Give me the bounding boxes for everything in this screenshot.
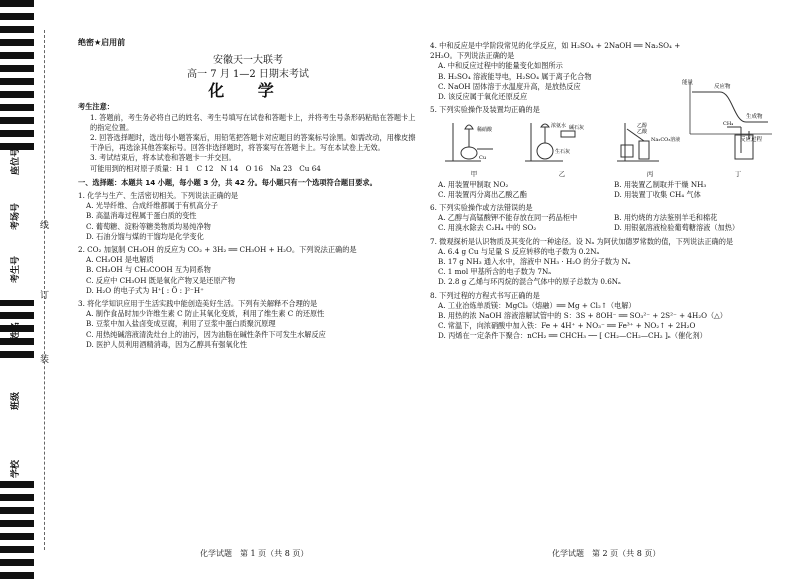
question-stem: 2. CO₂ 加氢制 CH₃OH 的反应为 CO₂ + 3H₂ ══ CH₃OH + H₂O。下列说法正确的是 bbox=[78, 245, 357, 255]
label-class: 班级 bbox=[11, 391, 21, 410]
note-3: 3. 考试结束后，将本试卷和答题卡一并交回。 bbox=[90, 153, 236, 163]
option: B. H₂SO₄ 溶液能导电，H₂SO₄ 属于离子化合物 bbox=[438, 71, 592, 81]
label-name: 姓名 bbox=[11, 321, 21, 340]
option: C. 用热纯碱溶液清洗灶台上的油污，因为油脂在碱性条件下可发生水解反应 bbox=[86, 329, 326, 339]
option: A. 工业冶炼单质镁：MgCl₂（熔融）══ Mg + Cl₂↑（电解） bbox=[438, 300, 636, 310]
question-stem: 6. 下列实验操作或方法错误的是 bbox=[430, 203, 533, 213]
tag: 乙酸 bbox=[637, 129, 648, 136]
y-label: 能量 bbox=[682, 80, 694, 86]
question-stem: 1. 化学与生产、生活密切相关。下列说法正确的是 bbox=[78, 191, 239, 201]
option: B. 豆浆中加入盐卤变成豆腐，利用了豆浆中蛋白质聚沉原理 bbox=[86, 319, 276, 329]
tag: CH₄ bbox=[723, 121, 734, 128]
option: A. 中和反应过程中的能量变化如图所示 bbox=[438, 61, 563, 71]
tag: Cu bbox=[479, 155, 487, 162]
exam-name: 高一 7 月 1—2 日期末考试 bbox=[187, 69, 309, 81]
tag: 稀硝酸 bbox=[477, 127, 493, 134]
cut-mark-zhuang: 装 bbox=[40, 355, 50, 365]
option: B. 高温消毒过程属于蛋白质的变性 bbox=[86, 211, 197, 221]
question-stem: 4. 中和反应是中学阶段常见的化学反应，如 H₂SO₄ + 2NaOH ══ Na₂SO₄ + 2H₂O。下列说法正确的是 bbox=[430, 41, 681, 61]
option: B. CH₃OH 与 CH₃COOH 互为同系物 bbox=[86, 265, 211, 275]
question-stem: 7. 微观探析是认识物质及其变化的一种途径。设 Nₐ 为阿伏加德罗常数的值，下列说法正确的是 bbox=[430, 236, 734, 246]
cut-mark-ding: 订 bbox=[40, 291, 50, 301]
tag: 生石灰 bbox=[555, 149, 571, 156]
question-stem: 8. 下列过程的方程式书写正确的是 bbox=[430, 290, 540, 300]
page-1-footer: 化学试题 第 1 页（共 8 页） bbox=[200, 549, 309, 558]
option: D. 丙烯在一定条件下聚合：nCH₂ ══ CHCH₃ ── [ CH₂—CH₂—CH₂ ]ₙ（催化剂） bbox=[438, 331, 707, 341]
secret-mark: 绝密★启用前 bbox=[78, 38, 126, 47]
question-stem: 5. 下列实验操作及装置均正确的是 bbox=[430, 105, 540, 115]
apparatus-yi bbox=[523, 119, 593, 165]
option: B. 用装置乙制取并干燥 NH₃ bbox=[614, 179, 707, 189]
x-label: 反应过程 bbox=[740, 137, 763, 142]
option: B. 用热的浓 NaOH 溶液溶解试管中的 S：3S + 8OH⁻ ══ SO₃²⁻ + 2S²⁻ + 4H₂O（△） bbox=[438, 311, 727, 321]
option: D. H₂O 的电子式为 H⁺[ : Ö : ]²⁻H⁺ bbox=[86, 285, 204, 295]
apparatus-captions bbox=[430, 169, 782, 179]
question-6 bbox=[430, 203, 782, 234]
question-3 bbox=[78, 299, 418, 350]
option: D. 该反应属于氧化还原反应 bbox=[438, 92, 528, 102]
tag: 浓氨水 bbox=[551, 123, 567, 130]
option: A. 6.4 g Cu 与足量 S 反应转移的电子数为 0.2Nₐ bbox=[438, 246, 600, 256]
option: D. 医护人员利用酒精消毒，因为乙醇具有强氧化性 bbox=[86, 339, 248, 349]
option: C. 常温下，向浓硝酸中加入铁：Fe + 4H⁺ + NO₃⁻ ══ Fe³⁺ + NO₂↑ + 2H₂O bbox=[438, 321, 696, 331]
option: D. 石油分馏与煤的干馏均是化学变化 bbox=[86, 231, 204, 241]
section-heading: 一、选择题：本题共 14 小题，每小题 3 分，共 42 分。每小题只有一个选项符合题目要求。 bbox=[78, 177, 377, 187]
question-2 bbox=[78, 245, 418, 296]
option: C. 葡萄糖、淀粉等糖类物质均易纯净物 bbox=[86, 221, 211, 231]
option: D. 用装置丁收集 CH₄ 气体 bbox=[614, 189, 701, 199]
label-room: 考场号 bbox=[11, 202, 21, 230]
label-candidate: 考生号 bbox=[11, 255, 21, 283]
reactant-label: 反应物 bbox=[714, 84, 731, 90]
caption-ding: 丁 bbox=[734, 170, 742, 179]
product-label: 生成物 bbox=[746, 114, 763, 120]
question-1 bbox=[78, 191, 418, 242]
caption-yi: 乙 bbox=[558, 170, 566, 179]
note-1: 1. 答题前，考生务必将自己的姓名、考生号填写在试卷和答题卡上，并将考生号条形码粘贴在答题卡上的指定位置。 bbox=[90, 112, 416, 132]
question-8 bbox=[430, 291, 782, 342]
caption-bing: 丙 bbox=[646, 170, 654, 179]
option: C. NaOH 固体溶于水温度升高，是放热反应 bbox=[438, 81, 581, 91]
exam-org: 安徽天一大联考 bbox=[213, 55, 283, 67]
page-1 bbox=[78, 38, 418, 350]
option: A. 光导纤维、合成纤维都属于有机高分子 bbox=[86, 201, 218, 211]
label-school: 学校 bbox=[11, 459, 21, 478]
page-2-footer: 化学试题 第 2 页（共 8 页） bbox=[552, 549, 661, 558]
option: A. 乙醇与高锰酸钾不能存放在同一药品柜中 bbox=[438, 213, 578, 223]
atomic-mass: 可能用到的相对原子质量：H 1 C 12 N 14 O 16 Na 23 Cu 64 bbox=[90, 163, 321, 173]
option: A. 用装置甲制取 NO₂ bbox=[438, 179, 509, 189]
option: B. 17 g NH₃ 通入水中，溶液中 NH₃ · H₂O 的分子数为 Nₐ bbox=[438, 257, 631, 267]
option: B. 用灼烧的方法鉴别羊毛和棉花 bbox=[614, 213, 718, 223]
note-2: 2. 回答选择题时，选出每小题答案后，用铅笔把答题卡对应题目的答案标号涂黑。如需改动，用橡皮擦干净后，再选涂其他答案标号。回答非选择题时，将答案写在答题卡上。写在本试卷上无效。 bbox=[90, 133, 416, 153]
option: C. 用装置丙分离出乙酸乙酯 bbox=[438, 189, 527, 199]
option: A. CH₃OH 是电解质 bbox=[86, 255, 154, 265]
tag: 碱石灰 bbox=[569, 125, 585, 132]
question-stem: 3. 将化学知识应用于生活实践中能创造美好生活。下列有关解释不合理的是 bbox=[78, 299, 318, 309]
option: A. 制作食品时加少许维生素 C 防止其氧化变质，利用了维生素 C 的还原性 bbox=[86, 309, 325, 319]
apparatus-jia bbox=[441, 119, 501, 165]
option: C. 用溴水除去 C₂H₄ 中的 SO₂ bbox=[438, 223, 537, 233]
caption-jia: 甲 bbox=[470, 170, 478, 179]
option: C. 反应中 CH₃OH 既是氧化产物又是还原产物 bbox=[86, 275, 236, 285]
question-7 bbox=[430, 237, 782, 288]
label-seat: 座位号 bbox=[11, 147, 21, 175]
option: D. 用银氨溶液检验葡萄糖溶液（加热） bbox=[614, 223, 740, 233]
energy-diagram bbox=[680, 78, 776, 142]
tag: 乙醇 bbox=[637, 123, 648, 130]
notes-title: 考生注意： bbox=[78, 102, 114, 112]
tag: Na₂CO₃溶液 bbox=[651, 137, 681, 144]
option: C. 1 mol 甲基所含的电子数为 7Nₐ bbox=[438, 267, 552, 277]
option: D. 2.8 g 乙烯与环丙烷的混合气体中的原子总数为 0.6Nₐ bbox=[438, 277, 621, 287]
subject-title: 化 学 bbox=[208, 81, 288, 101]
cut-mark-xian: 线 bbox=[40, 221, 50, 231]
